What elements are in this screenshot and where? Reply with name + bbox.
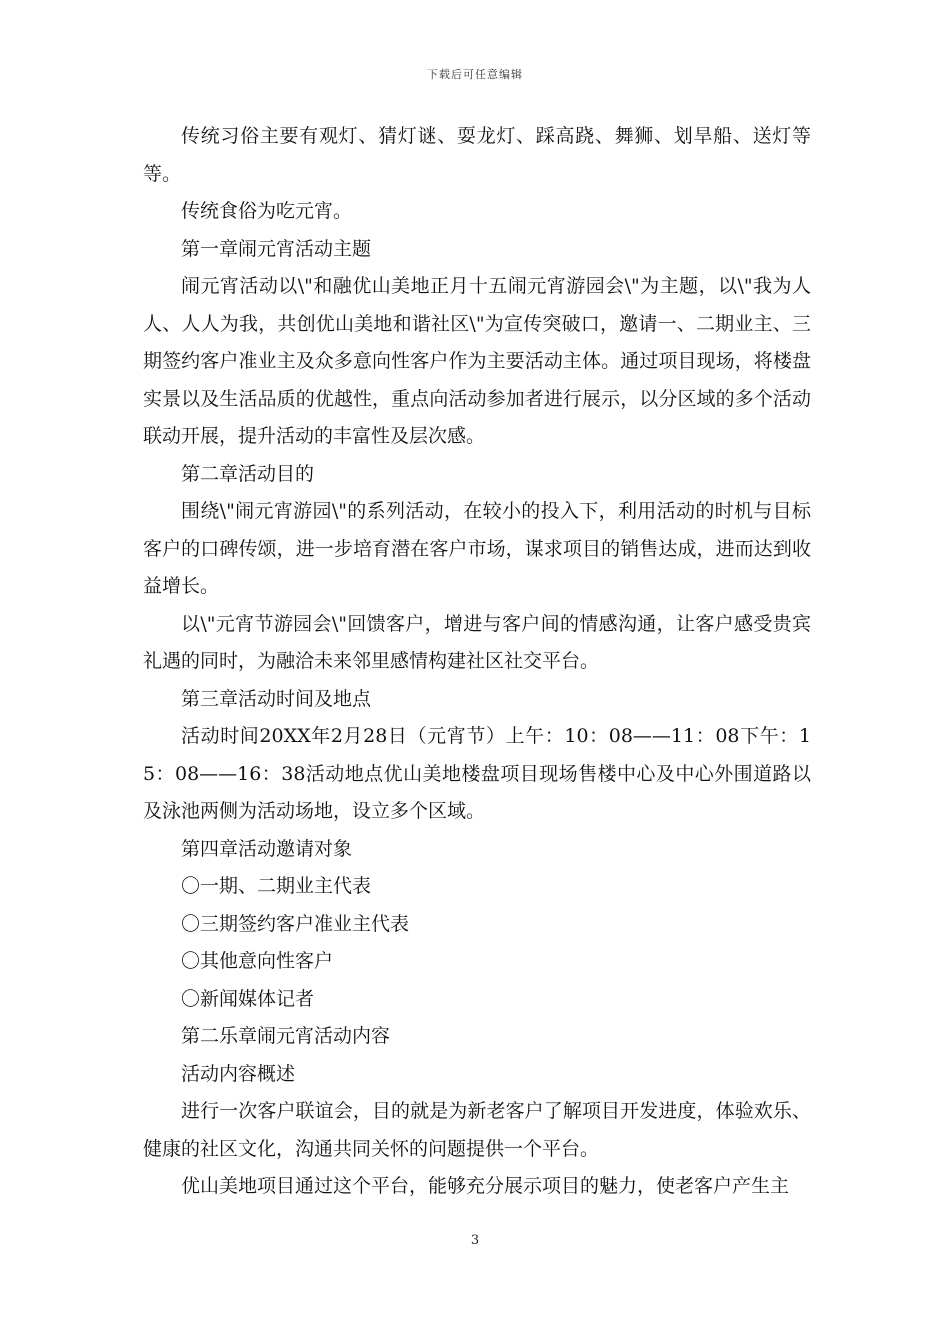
page-header: 下载后可任意编辑 xyxy=(427,68,523,81)
paragraph-purpose: 围绕\"闹元宵游园\"的系列活动，在较小的投入下，利用活动的时机与目标客户的口碑传颂，进一步培育潜在客户市场，谋求项目的销售达成，进而达到收益增长。 xyxy=(143,500,811,597)
page-number: 3 xyxy=(470,1233,480,1248)
chapter-3-heading: 第三章活动时间及地点 xyxy=(181,687,372,710)
paragraph-project-platform: 优山美地项目通过这个平台，能够充分展示项目的魅力，使老客户产生主 xyxy=(181,1175,790,1197)
list-item-journalists: 〇新闻媒体记者 xyxy=(181,987,315,1010)
chapter-1-heading: 第一章闹元宵活动主题 xyxy=(181,237,372,260)
chapter-2-heading: 第二章活动目的 xyxy=(181,462,315,485)
document-body xyxy=(143,118,811,1206)
list-item-prospective-owners: 〇三期签约客户准业主代表 xyxy=(181,912,410,935)
list-item-owners: 〇一期、二期业主代表 xyxy=(181,875,372,897)
paragraph-theme: 闹元宵活动以\"和融优山美地正月十五闹元宵游园会\"为主题，以\"我为人人、人人为我，共创优山美地和谐社区\"为宣传突破口，邀请一、二期业主、三期签约客户准业主及众多意向性客户作为主要活动主体。通过项目现场，将楼盘实景以及生活品质的优越性，重点向活动参加者进行展示，以分区域的多个活动联动开展，提升活动的丰富性及层次感。 xyxy=(143,275,811,447)
paragraph-time-location: 活动时间20XX年2月28日（元宵节）上午：10：08——11：08下午：15：08——16：38活动地点优山美地楼盘项目现场售楼中心及中心外围道路以及泳池两侧为活动场地，设立多个区域。 xyxy=(143,725,811,822)
paragraph-food-customs: 传统食俗为吃元宵。 xyxy=(181,200,353,222)
chapter-4-heading: 第四章活动邀请对象 xyxy=(181,837,353,860)
paragraph-feedback: 以\"元宵节游园会\"回馈客户，增进与客户间的情感沟通，让客户感受贵宾礼遇的同时，为融洽未来邻里感情构建社区社交平台。 xyxy=(143,612,811,672)
paragraph-customs: 传统习俗主要有观灯、猜灯谜、耍龙灯、踩高跷、舞狮、划旱船、送灯等等。 xyxy=(143,125,811,185)
chapter-5-heading: 第二乐章闹元宵活动内容 xyxy=(181,1025,391,1047)
section-overview-heading: 活动内容概述 xyxy=(181,1062,296,1085)
list-item-other-clients: 〇其他意向性客户 xyxy=(181,950,334,972)
paragraph-overview: 进行一次客户联谊会，目的就是为新老客户了解项目开发进度，体验欢乐、健康的社区文化，沟通共同关怀的问题提供一个平台。 xyxy=(143,1100,811,1160)
